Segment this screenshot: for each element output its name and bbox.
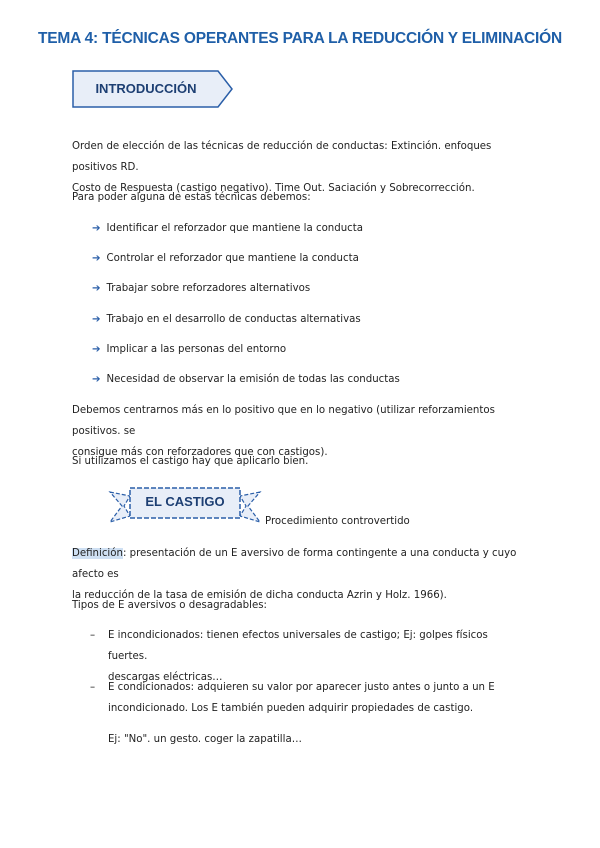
bullet-item [92, 252, 359, 266]
bullet-item [92, 222, 363, 236]
type-line2: incondicionado. Los E también pueden adquirir propiedades de castigo. [108, 703, 474, 714]
list-item [92, 677, 512, 719]
paragraph-positive-line1: Debemos centrarnos más en lo positivo que en lo negativo (utilizar reforzamientos positivos. se [72, 405, 495, 437]
arrow-icon: ➔ [92, 223, 101, 234]
bullet-text: Controlar el reforzador que mantiene la conducta [106, 253, 359, 264]
type-line1: E condicionados: adquieren su valor por aparecer justo antes o junto a un E [108, 682, 495, 693]
bullet-text: Identificar el reforzador que mantiene la conducta [106, 223, 364, 234]
arrow-icon: ➔ [92, 283, 101, 294]
bullet-item [92, 343, 286, 357]
paragraph-intro-line2: Costo de Respuesta (castigo negativo). Time Out. Saciación y Sobrecorrección. [72, 183, 475, 194]
bullet-text: Necesidad de observar la emisión de todas las conductas [106, 374, 400, 385]
bullet-item [92, 282, 310, 296]
castigo-note: Procedimiento controvertido [265, 516, 410, 527]
page-title: TEMA 4: TÉCNICAS OPERANTES PARA LA REDUCCIÓN Y ELIMINACIÓN [37, 30, 563, 47]
arrow-icon: ➔ [92, 314, 101, 325]
paragraph-types-intro: Tipos de E aversivos o desagradables: [72, 600, 267, 611]
arrow-icon: ➔ [92, 344, 101, 355]
castigo-banner-label: EL CASTIGO [145, 494, 225, 509]
dash-bullet: – [90, 682, 96, 693]
castigo-banner [108, 486, 262, 528]
intro-banner [72, 70, 234, 108]
example-text: Ej: "No". un gesto. coger la zapatilla… [108, 734, 302, 745]
type-line1: E incondicionados: tienen efectos universales de castigo; Ej: golpes físicos fuertes. [108, 630, 488, 662]
bullet-item [92, 373, 400, 387]
bullet-text: Implicar a las personas del entorno [106, 344, 287, 355]
example-line [92, 729, 512, 750]
paragraph-positive-line2: consigue más con reforzadores que con castigos). [72, 447, 328, 458]
arrow-icon: ➔ [92, 374, 101, 385]
dash-bullet: – [90, 630, 96, 641]
bullet-item [92, 313, 361, 327]
intro-banner-label: INTRODUCCIÓN [95, 81, 197, 96]
definition-text: : presentación de un E aversivo de forma contingente a una conducta y cuyo afecto es [72, 548, 517, 580]
bullet-text: Trabajar sobre reforzadores alternativos [106, 283, 311, 294]
type-line2: descargas eléctricas… [108, 672, 223, 683]
paragraph-castigo-use: Si utilizamos el castigo hay que aplicarlo bien. [72, 456, 309, 467]
bullet-text: Trabajo en el desarrollo de conductas alternativas [106, 314, 361, 325]
definition-line2: la reducción de la tasa de emisión de dicha conducta Azrin y Holz. 1966). [72, 590, 447, 601]
paragraph-techniques: Para poder alguna de estas técnicas debemos: [72, 192, 311, 203]
definition-line1 [72, 543, 532, 585]
definition-term: Definición [72, 548, 123, 559]
paragraph-intro-line1: Orden de elección de las técnicas de reducción de conductas: Extinción. enfoques positivos RD. [72, 141, 492, 173]
arrow-icon: ➔ [92, 253, 101, 264]
